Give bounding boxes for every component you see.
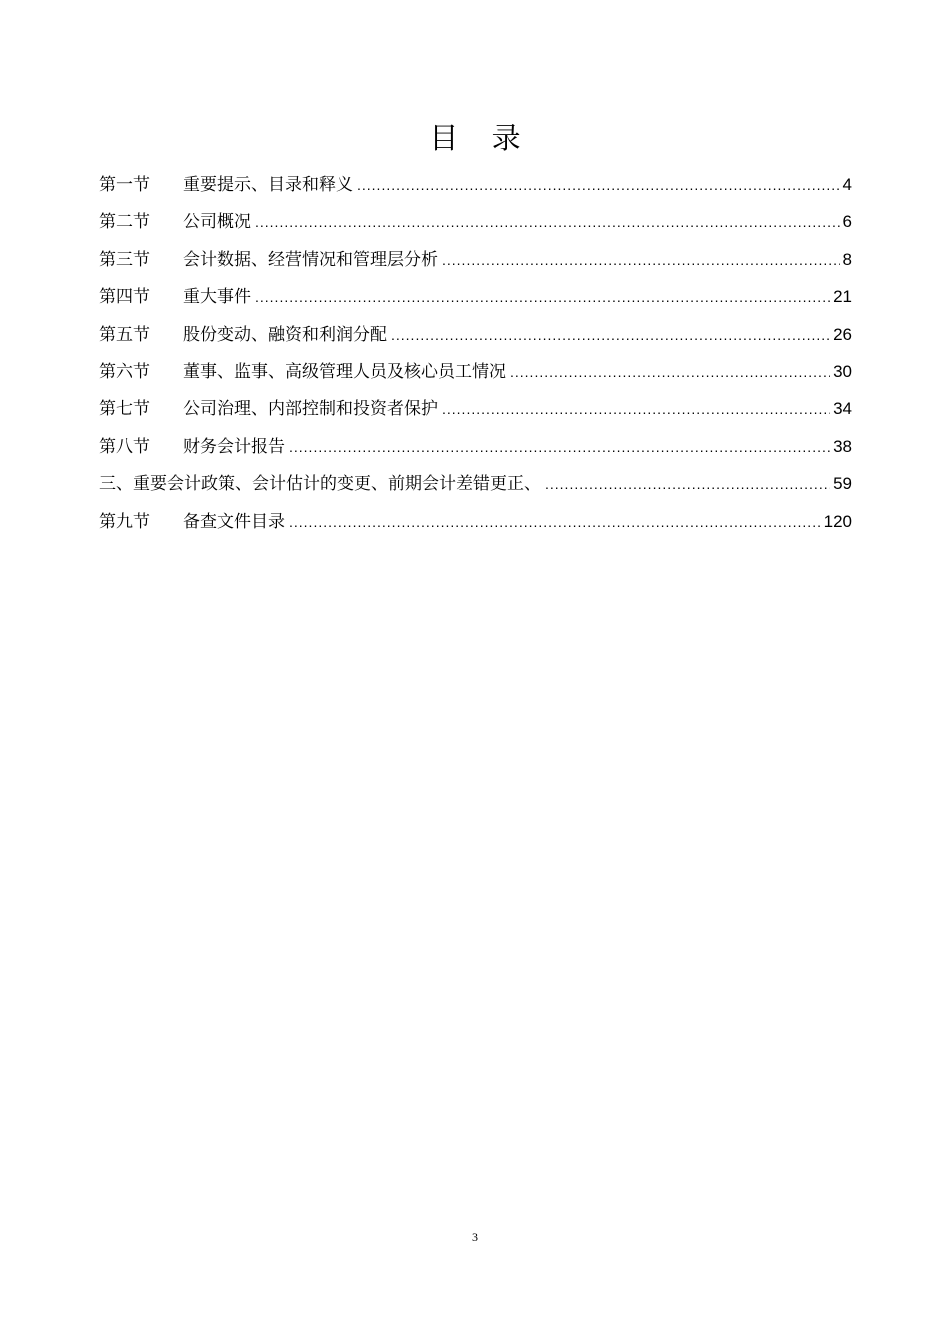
dot-leader xyxy=(510,354,830,391)
toc-entry-5[interactable] xyxy=(99,316,852,353)
toc-page-number: 59 xyxy=(833,474,852,494)
dot-leader xyxy=(442,391,830,428)
toc-page-number: 120 xyxy=(823,511,852,531)
toc-section-label: 第九节 xyxy=(99,511,150,532)
toc-entry-9[interactable] xyxy=(99,465,852,502)
dot-leader xyxy=(391,317,830,354)
toc-section-label: 第八节 xyxy=(99,436,150,457)
toc-section-label: 第三节 xyxy=(99,249,150,270)
toc-entry-title: 重要提示、目录和释义 xyxy=(183,175,353,195)
toc-page-number: 38 xyxy=(833,436,852,456)
dot-leader xyxy=(545,466,830,503)
toc-section-label: 第四节 xyxy=(99,287,150,308)
toc-entry-title: 公司治理、内部控制和投资者保护 xyxy=(183,399,438,420)
toc-entry-2[interactable] xyxy=(99,203,852,240)
dot-leader xyxy=(357,167,840,204)
toc-entry-title: 备查文件目录 xyxy=(183,511,285,532)
toc-entry-title: 财务会计报告 xyxy=(183,436,285,457)
toc-page-number: 21 xyxy=(833,287,852,307)
toc-section-label: 第七节 xyxy=(99,399,150,420)
toc-section-label: 第二节 xyxy=(99,212,150,233)
toc-page-number: 34 xyxy=(833,399,852,419)
toc-page-number: 8 xyxy=(842,249,852,269)
toc-section-label: 第六节 xyxy=(99,361,150,382)
toc-entry-6[interactable] xyxy=(99,353,852,390)
toc-entry-1[interactable] xyxy=(99,166,852,203)
toc-entry-10[interactable] xyxy=(99,503,852,540)
dot-leader xyxy=(255,204,840,241)
toc-page-number: 26 xyxy=(833,324,852,344)
toc-entry-title: 重大事件 xyxy=(183,287,251,308)
toc-section-label: 第一节 xyxy=(99,175,150,195)
toc-entry-4[interactable] xyxy=(99,278,852,315)
toc-page-number: 6 xyxy=(842,212,852,232)
toc-page-number: 30 xyxy=(833,361,852,381)
toc-entry-title: 股份变动、融资和利润分配 xyxy=(183,324,387,345)
dot-leader xyxy=(289,429,830,466)
toc-page-number: 4 xyxy=(842,175,852,194)
toc-entry-7[interactable] xyxy=(99,390,852,427)
toc-entry-title: 三、重要会计政策、会计估计的变更、前期会计差错更正、 xyxy=(99,474,541,495)
dot-leader xyxy=(289,504,821,541)
toc-entry-8[interactable] xyxy=(99,428,852,465)
toc-entry-title: 会计数据、经营情况和管理层分析 xyxy=(183,249,438,270)
table-of-contents xyxy=(99,166,852,540)
toc-entry-3[interactable] xyxy=(99,241,852,278)
dot-leader xyxy=(442,242,840,279)
toc-entry-title: 董事、监事、高级管理人员及核心员工情况 xyxy=(183,361,506,382)
dot-leader xyxy=(255,279,830,316)
page-number: 3 xyxy=(472,1230,478,1244)
page-title: 目 录 xyxy=(429,121,533,155)
toc-entry-title: 公司概况 xyxy=(183,212,251,233)
toc-section-label: 第五节 xyxy=(99,324,150,345)
